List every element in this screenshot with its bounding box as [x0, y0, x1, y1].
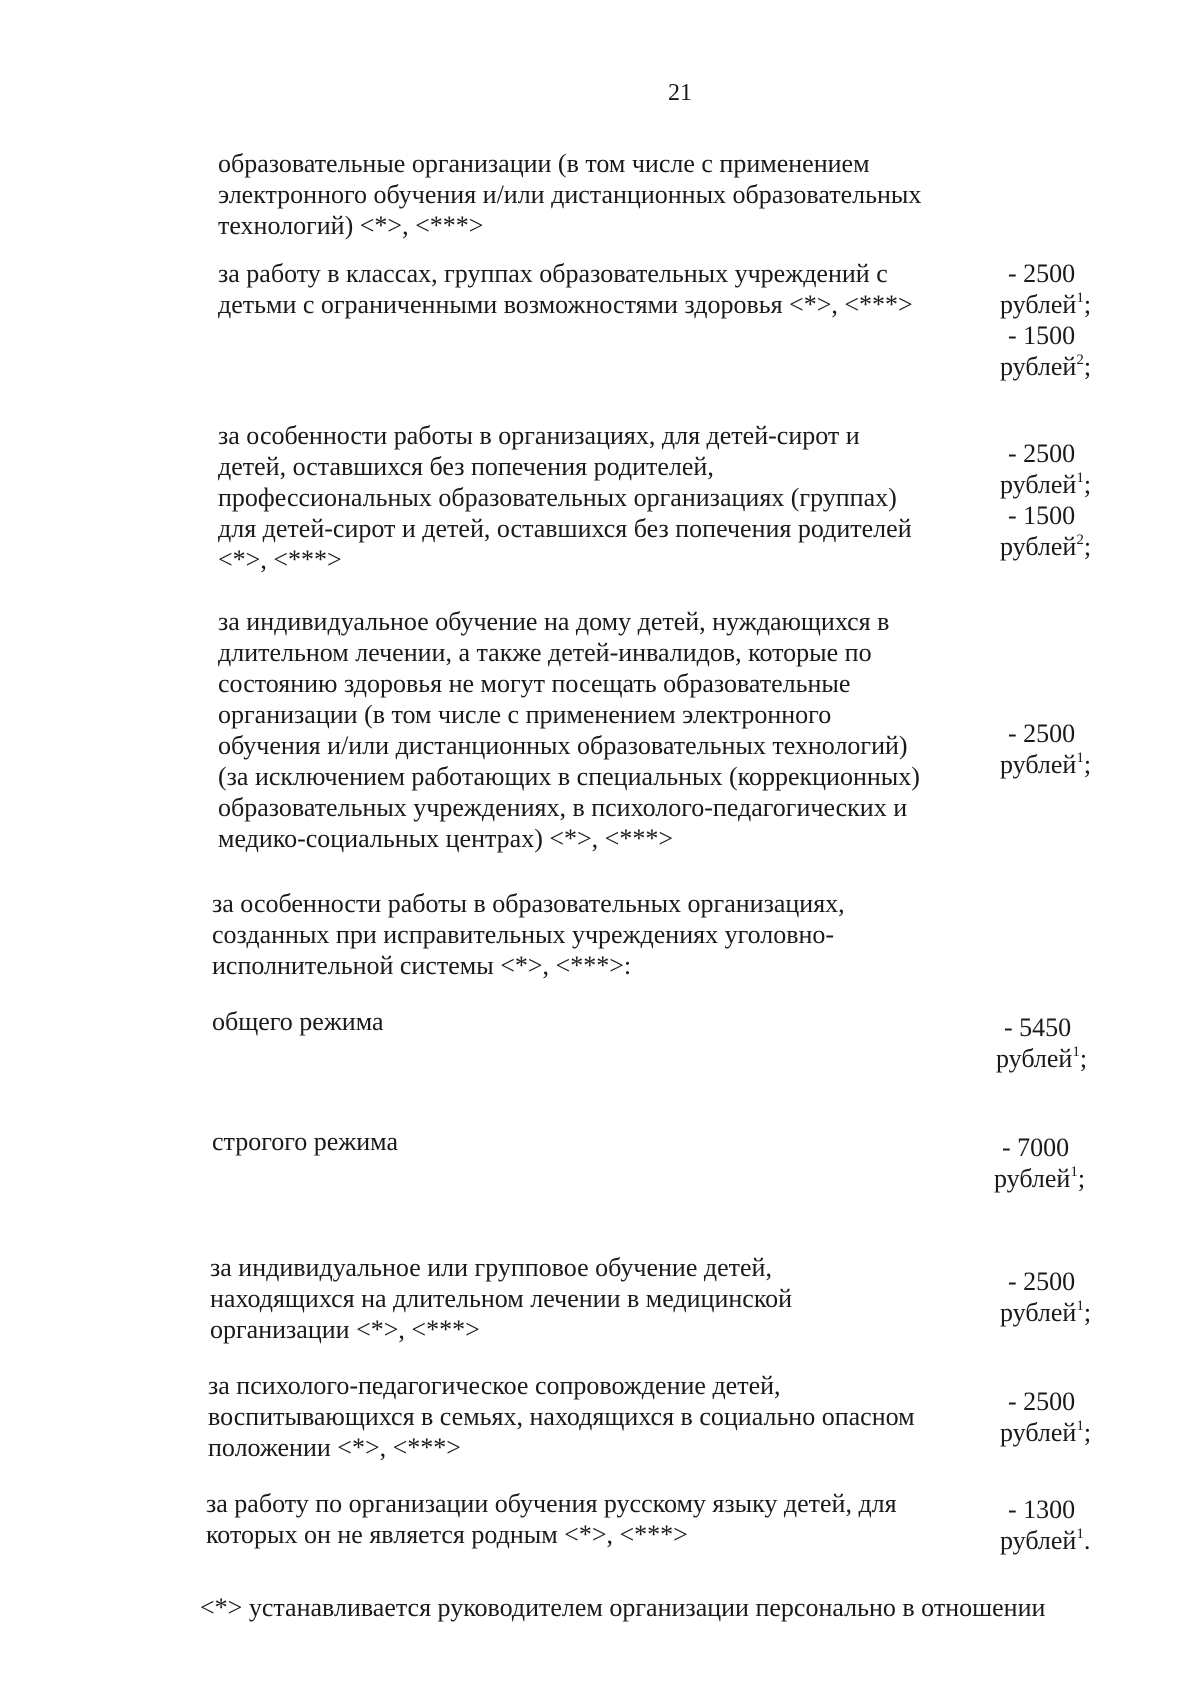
- entry-description: [212, 888, 845, 981]
- punctuation: ;: [1083, 1298, 1092, 1327]
- amount-block: [1000, 718, 1091, 780]
- footnote-marker: 1: [1076, 290, 1084, 307]
- text-line: профессиональных образовательных организациях (группах): [218, 483, 897, 512]
- amount-unit: рублей: [1000, 470, 1077, 499]
- footnote-marker: 1: [1076, 1418, 1084, 1435]
- text-line: за особенности работы в образовательных организациях,: [212, 889, 845, 918]
- punctuation: ;: [1083, 290, 1092, 319]
- amount-unit-line: [1000, 1417, 1091, 1448]
- amount-block: [1000, 1266, 1091, 1328]
- footnote-marker: 2: [1076, 352, 1084, 369]
- amount-unit: рублей: [1000, 1418, 1077, 1447]
- amount-value: - 7000: [1002, 1133, 1070, 1162]
- text-line: организации <*>, <***>: [210, 1315, 480, 1344]
- text-line: строгого режима: [212, 1127, 398, 1156]
- entry-description: [218, 148, 921, 241]
- punctuation: ;: [1083, 532, 1092, 561]
- amount-unit-line: [1000, 531, 1091, 562]
- text-line: детей, оставшихся без попечения родителей,: [218, 452, 714, 481]
- entry-description: [210, 1252, 792, 1345]
- text-line: медико-социальных центрах) <*>, <***>: [218, 824, 674, 853]
- amount-unit-line: [1000, 469, 1091, 500]
- amount-unit-line: [996, 1043, 1087, 1074]
- text-line: технологий) <*>, <***>: [218, 211, 484, 240]
- amount-unit: рублей: [1000, 1298, 1077, 1327]
- text-line: общего режима: [212, 1007, 384, 1036]
- amount-block: [1000, 1494, 1090, 1556]
- punctuation: ;: [1083, 1418, 1092, 1447]
- text-line: для детей-сирот и детей, оставшихся без попечения родителей: [218, 514, 912, 543]
- text-line: за особенности работы в организациях, для детей-сирот и: [218, 421, 860, 450]
- text-line: обучения и/или дистанционных образовательных технологий): [218, 731, 908, 760]
- footnote-marker: 1: [1076, 1298, 1084, 1315]
- footnote-marker: 2: [1076, 532, 1084, 549]
- amount-unit: рублей: [994, 1164, 1071, 1193]
- punctuation: ;: [1083, 470, 1092, 499]
- amount-value: - 2500: [1008, 1267, 1076, 1296]
- entry-description: [212, 1126, 398, 1157]
- text-line: за психолого-педагогическое сопровождение детей,: [208, 1371, 781, 1400]
- amount-value: - 2500: [1008, 439, 1076, 468]
- punctuation: .: [1083, 1526, 1091, 1555]
- entry-description: [212, 1006, 384, 1037]
- text-line: положении <*>, <***>: [208, 1433, 461, 1462]
- footnote-marker: 1: [1072, 1044, 1080, 1061]
- amount-unit: рублей: [996, 1044, 1073, 1073]
- footnote-marker: 1: [1076, 750, 1084, 767]
- footnote-text: <*> устанавливается руководителем организации персонально в отношении: [200, 1593, 1046, 1622]
- footnote-marker: 1: [1076, 470, 1084, 487]
- entry-description: [218, 606, 920, 854]
- footnote-marker: 1: [1076, 1526, 1084, 1543]
- text-line: электронного обучения и/или дистанционных образовательных: [218, 180, 922, 209]
- text-line: организации (в том числе с применением электронного: [218, 700, 832, 729]
- text-line: которых он не является родным <*>, <***>: [206, 1520, 688, 1549]
- punctuation: ;: [1083, 750, 1092, 779]
- amount-unit: рублей: [1000, 352, 1077, 381]
- amount-unit-line: [994, 1163, 1085, 1194]
- text-line: образовательных учреждениях, в психолого-педагогических и: [218, 793, 908, 822]
- text-line: <*>, <***>: [218, 545, 342, 574]
- text-line: за работу в классах, группах образовательных учреждений с: [218, 259, 888, 288]
- amount-block: [996, 1012, 1087, 1074]
- amount-value: - 2500: [1008, 1387, 1076, 1416]
- punctuation: ;: [1083, 352, 1092, 381]
- entry-description: [208, 1370, 915, 1463]
- amount-unit: рублей: [1000, 1526, 1077, 1555]
- amount-block: [1000, 1386, 1091, 1448]
- amount-value: - 2500: [1008, 719, 1076, 748]
- text-line: длительном лечении, а также детей-инвалидов, которые по: [218, 638, 872, 667]
- amount-unit: рублей: [1000, 750, 1077, 779]
- amount-value: - 1500: [1008, 321, 1076, 350]
- text-line: за индивидуальное или групповое обучение детей,: [210, 1253, 772, 1282]
- text-line: детьми с ограниченными возможностями здоровья <*>, <***>: [218, 290, 913, 319]
- entry-description: [218, 258, 913, 320]
- text-line: находящихся на длительном лечении в медицинской: [210, 1284, 793, 1313]
- amount-block: [1000, 438, 1091, 562]
- amount-block: [994, 1132, 1085, 1194]
- amount-value: - 5450: [1004, 1013, 1072, 1042]
- text-line: исполнительной системы <*>, <***>:: [212, 951, 632, 980]
- text-line: (за исключением работающих в специальных (коррекционных): [218, 762, 920, 791]
- punctuation: ;: [1077, 1164, 1086, 1193]
- text-line: образовательные организации (в том числе с применением: [218, 149, 870, 178]
- amount-value: - 1500: [1008, 501, 1076, 530]
- text-line: состоянию здоровья не могут посещать образовательные: [218, 669, 851, 698]
- amount-unit-line: [1000, 289, 1091, 320]
- entry-description: [218, 420, 912, 575]
- page-number: 21: [668, 80, 692, 106]
- amount-block: [1000, 258, 1091, 382]
- amount-value: - 2500: [1008, 259, 1076, 288]
- amount-value: - 1300: [1008, 1495, 1076, 1524]
- text-line: за индивидуальное обучение на дому детей, нуждающихся в: [218, 607, 890, 636]
- entry-description: [206, 1488, 897, 1550]
- amount-unit-line: [1000, 749, 1091, 780]
- amount-unit: рублей: [1000, 532, 1077, 561]
- amount-unit: рублей: [1000, 290, 1077, 319]
- text-line: воспитывающихся в семьях, находящихся в социально опасном: [208, 1402, 915, 1431]
- text-line: созданных при исправительных учреждениях уголовно-: [212, 920, 835, 949]
- footnote-marker: 1: [1070, 1164, 1078, 1181]
- amount-unit-line: [1000, 1297, 1091, 1328]
- amount-unit-line: [1000, 1525, 1090, 1556]
- text-line: за работу по организации обучения русскому языку детей, для: [206, 1489, 897, 1518]
- amount-unit-line: [1000, 351, 1091, 382]
- punctuation: ;: [1079, 1044, 1088, 1073]
